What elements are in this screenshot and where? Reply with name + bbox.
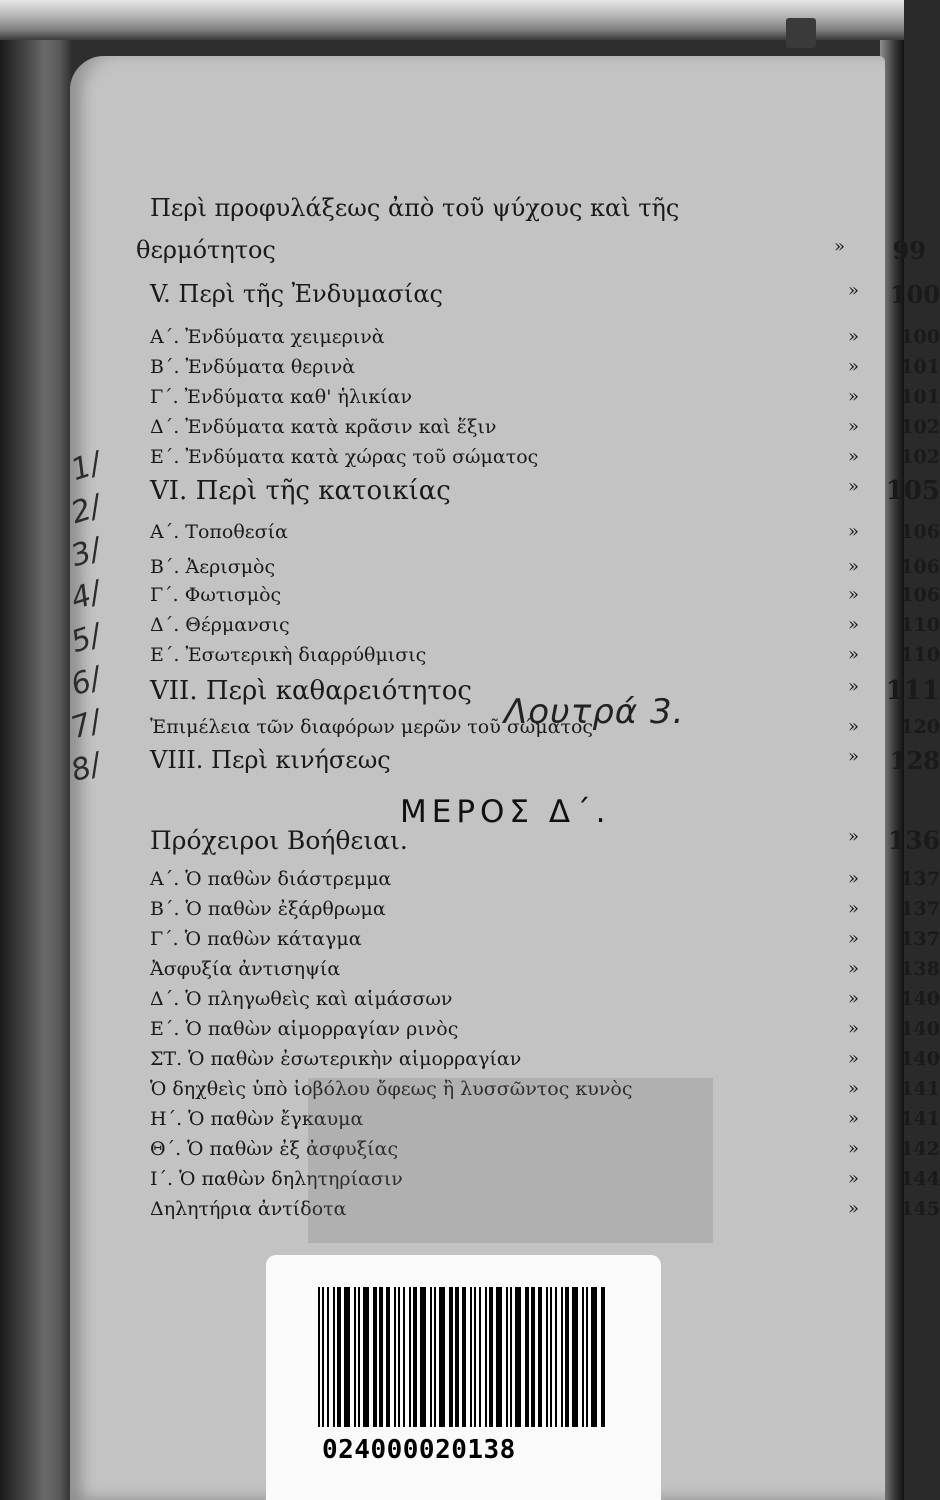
toc-entry-marker: » xyxy=(848,356,860,377)
toc-entry-marker: » xyxy=(848,326,860,347)
toc-entry-page: 137 xyxy=(900,868,940,890)
barcode-bar xyxy=(489,1287,493,1427)
toc-entry-marker: » xyxy=(848,386,860,407)
barcode-bar xyxy=(510,1287,512,1427)
toc-entry-page: 120 xyxy=(900,716,940,738)
toc-entry-marker: » xyxy=(834,236,846,257)
barcode-bar xyxy=(550,1287,552,1427)
barcode-bar xyxy=(591,1287,597,1427)
toc-entry-page: 99 xyxy=(892,236,926,265)
toc-entry-marker: » xyxy=(848,716,860,737)
barcode-bar xyxy=(538,1287,542,1427)
toc-entry-page: 106 xyxy=(900,556,940,578)
toc-entry-page: 128 xyxy=(889,746,940,775)
toc-entry-title: Ὁ δηχθεὶς ὑπὸ ἰοβόλου ὄφεως ἢ λυσσῶντος κυνὸς xyxy=(150,1078,633,1100)
toc-entry-title: θερμότητος xyxy=(136,236,276,264)
toc-entry xyxy=(150,898,940,925)
toc-entry-page: 100 xyxy=(889,280,940,309)
barcode-bar xyxy=(496,1287,502,1427)
toc-entry-title: Δ΄. Θέρμανσις xyxy=(150,614,290,636)
barcode-bar xyxy=(409,1287,411,1427)
toc-entry-title: Α΄. Τοποθεσία xyxy=(150,521,288,543)
toc-entry xyxy=(150,584,940,611)
barcode-bar xyxy=(449,1287,453,1427)
barcode-bar xyxy=(333,1287,335,1427)
toc-entry xyxy=(150,476,940,510)
toc-entry xyxy=(136,236,926,268)
barcode-bar xyxy=(318,1287,320,1427)
barcode-bar xyxy=(354,1287,356,1427)
barcode-bar xyxy=(430,1287,432,1427)
toc-entry xyxy=(150,746,940,778)
toc-entry-page: 100 xyxy=(900,326,940,348)
toc-entry xyxy=(150,416,940,443)
toc-entry xyxy=(150,446,940,473)
toc-entry-page: 145 xyxy=(900,1198,940,1220)
barcode-bar xyxy=(555,1287,557,1427)
toc-entry-page: 102 xyxy=(900,416,940,438)
toc-entry-title: Δηλητήρια ἀντίδοτα xyxy=(150,1198,347,1220)
toc-entry-title: Ε΄. Ὁ παθὼν αἱμορραγίαν ρινὸς xyxy=(150,1018,459,1040)
toc-entry-title: Α΄. Ἐνδύματα χειμερινὰ xyxy=(150,326,385,348)
toc-entry-marker: » xyxy=(848,1138,860,1159)
toc-entry xyxy=(150,988,940,1015)
toc-entry-title: Δ΄. Ὁ πληγωθεὶς καὶ αἱμάσσων xyxy=(150,988,453,1010)
toc-entry-page: 137 xyxy=(900,928,940,950)
toc-entry-page: 144 xyxy=(900,1168,940,1190)
toc-entry-page: 142 xyxy=(900,1138,940,1160)
toc-entry xyxy=(150,826,940,859)
toc-entry-marker: » xyxy=(848,614,860,635)
barcode-bar xyxy=(344,1287,350,1427)
scribble-mark: 1/ xyxy=(66,445,106,489)
toc-entry-title: Ι΄. Ὁ παθὼν δηλητηρίασιν xyxy=(150,1168,403,1190)
scribble-mark: 7/ xyxy=(66,703,106,747)
barcode-bar xyxy=(439,1287,445,1427)
toc-entry-marker: » xyxy=(848,1018,860,1039)
toc-entry-title: Β΄. Ἐνδύματα θερινὰ xyxy=(150,356,356,378)
toc-entry-marker: » xyxy=(848,416,860,437)
barcode-bar xyxy=(485,1287,487,1427)
toc-entry xyxy=(150,521,940,548)
barcode-bar xyxy=(470,1287,472,1427)
toc-entry-marker: » xyxy=(848,446,860,467)
toc-entry-page: 140 xyxy=(900,988,940,1010)
toc-entry xyxy=(150,928,940,955)
toc-entry xyxy=(150,614,940,641)
barcode-bar xyxy=(337,1287,341,1427)
barcode-bar xyxy=(515,1287,521,1427)
toc-entry-marker: » xyxy=(848,676,860,697)
toc-entry-marker: » xyxy=(848,644,860,665)
toc-entry-page: 141 xyxy=(900,1108,940,1130)
toc-entry-marker: » xyxy=(848,556,860,577)
toc-entry-marker: » xyxy=(848,868,860,889)
toc-entry-page: 105 xyxy=(885,476,940,506)
barcode-bar xyxy=(398,1287,400,1427)
toc-entry-marker: » xyxy=(848,988,860,1009)
toc-entry-marker: » xyxy=(848,1168,860,1189)
toc-entry-page: 141 xyxy=(900,1078,940,1100)
toc-entry-marker: » xyxy=(848,280,860,301)
barcode-bar xyxy=(363,1287,369,1427)
toc-entry-marker: » xyxy=(848,826,860,847)
toc-entry-title: Ἐπιμέλεια τῶν διαφόρων μερῶν τοῦ σώματος xyxy=(150,716,594,738)
barcode-bar xyxy=(546,1287,548,1427)
toc-entry-marker: » xyxy=(848,898,860,919)
toc-entry-page: 140 xyxy=(900,1048,940,1070)
toc-entry-title: ΣΤ. Ὁ παθὼν ἐσωτερικὴν αἱμορραγίαν xyxy=(150,1048,522,1070)
scribble-mark: 4/ xyxy=(66,574,106,618)
barcode-bar xyxy=(531,1287,535,1427)
section-heading: ΜΕΡΟΣ Δ΄. xyxy=(400,794,611,830)
toc-entry xyxy=(150,1018,940,1045)
toc-entry-marker: » xyxy=(848,521,860,542)
barcode-bar xyxy=(420,1287,426,1427)
toc-entry-page: 106 xyxy=(900,584,940,606)
handwritten-note: Λουτρά 3. xyxy=(504,692,685,732)
barcode-label xyxy=(266,1255,661,1500)
scribble-mark: 2/ xyxy=(66,488,106,532)
barcode-bar xyxy=(434,1287,436,1427)
barcode-bar xyxy=(586,1287,588,1427)
toc-entry-title: Περὶ προφυλάξεως ἀπὸ τοῦ ψύχους καὶ τῆς xyxy=(150,194,680,222)
toc-entry-marker: » xyxy=(848,476,860,497)
toc-entry-marker: » xyxy=(848,1048,860,1069)
toc-entry-title: Β΄. Ἀερισμὸς xyxy=(150,556,276,578)
library-stamp-shade xyxy=(308,1078,713,1243)
toc-entry xyxy=(150,556,940,583)
toc-entry xyxy=(150,386,940,413)
scribble-mark: 8/ xyxy=(66,746,106,790)
toc-entry-marker: » xyxy=(848,928,860,949)
toc-entry-title: V. Περὶ τῆς Ἐνδυμασίας xyxy=(150,280,443,308)
toc-entry xyxy=(150,644,940,671)
toc-entry xyxy=(150,356,940,383)
barcode-bar xyxy=(561,1287,563,1427)
toc-entry-marker: » xyxy=(848,1198,860,1219)
barcode-bar xyxy=(394,1287,396,1427)
scribble-mark: 3/ xyxy=(66,531,106,575)
toc-entry-marker: » xyxy=(848,584,860,605)
toc-entry-marker: » xyxy=(848,1108,860,1129)
toc-entry-page: 136 xyxy=(887,826,940,855)
barcode-bar xyxy=(462,1287,466,1427)
toc-entry-title: VIII. Περὶ κινήσεως xyxy=(150,746,391,774)
toc-entry xyxy=(150,280,940,312)
toc-entry-title: Η΄. Ὁ παθὼν ἔγκαυμα xyxy=(150,1108,364,1130)
toc-entry xyxy=(150,868,940,895)
toc-entry xyxy=(150,1048,940,1075)
toc-entry-title: Β΄. Ὁ παθὼν ἐξάρθρωμα xyxy=(150,898,386,920)
toc-entry-title: Πρόχειροι Βοήθειαι. xyxy=(150,826,408,855)
barcode-bar xyxy=(379,1287,383,1427)
barcode-number: 024000020138 xyxy=(322,1435,516,1465)
toc-entry-title: Α΄. Ὁ παθὼν διάστρεμμα xyxy=(150,868,392,890)
toc-entry-title: Θ΄. Ὁ παθὼν ἐξ ἀσφυξίας xyxy=(150,1138,399,1160)
toc-entry-page: 110 xyxy=(900,644,940,666)
toc-entry-title: Ε΄. Ἐσωτερικὴ διαρρύθμισις xyxy=(150,644,427,666)
toc-entry-page: 106 xyxy=(900,521,940,543)
toc-entry-page: 140 xyxy=(900,1018,940,1040)
scribble-mark: 5/ xyxy=(66,617,106,661)
barcode-bar xyxy=(601,1287,605,1427)
barcode-bar xyxy=(565,1287,569,1427)
toc-entry-marker: » xyxy=(848,746,860,767)
toc-entry-page: 101 xyxy=(900,356,940,378)
toc-entry xyxy=(150,194,940,226)
barcode-bar xyxy=(474,1287,476,1427)
toc-entry-marker: » xyxy=(848,958,860,979)
barcode-bar xyxy=(455,1287,459,1427)
page-top-edge xyxy=(0,0,904,40)
barcode-bars xyxy=(316,1287,611,1427)
barcode-bar xyxy=(373,1287,377,1427)
toc-entry-page: 102 xyxy=(900,446,940,468)
barcode-bar xyxy=(582,1287,584,1427)
barcode-bar xyxy=(525,1287,529,1427)
scribble-mark: 6/ xyxy=(66,660,106,704)
barcode-bar xyxy=(322,1287,324,1427)
toc-entry xyxy=(150,326,940,353)
barcode-bar xyxy=(403,1287,405,1427)
toc-entry-title: Γ΄. Ἐνδύματα καθ' ἡλικίαν xyxy=(150,386,413,408)
toc-entry-marker: » xyxy=(848,1078,860,1099)
toc-entry-title: Ε΄. Ἐνδύματα κατὰ χώρας τοῦ σώματος xyxy=(150,446,539,468)
barcode-bar xyxy=(358,1287,360,1427)
barcode-bar xyxy=(413,1287,417,1427)
toc-entry-title: VII. Περὶ καθαρειότητος xyxy=(150,676,472,706)
barcode-bar xyxy=(386,1287,390,1427)
toc-entry-title: Γ΄. Φωτισμὸς xyxy=(150,584,282,606)
toc-entry-title: Ἀσφυξία ἀντισηψία xyxy=(150,958,341,980)
toc-entry-page: 111 xyxy=(885,676,940,706)
toc-entry-title: Δ΄. Ἐνδύματα κατὰ κρᾶσιν καὶ ἕξιν xyxy=(150,416,497,438)
toc-entry-page: 138 xyxy=(900,958,940,980)
binding-tab xyxy=(786,18,816,48)
toc-entry-page: 137 xyxy=(900,898,940,920)
toc-entry-page: 110 xyxy=(900,614,940,636)
toc-entry-title: VI. Περὶ τῆς κατοικίας xyxy=(150,476,451,506)
barcode-bar xyxy=(479,1287,481,1427)
toc-entry xyxy=(150,958,940,985)
toc-entry-title: Γ΄. Ὁ παθὼν κάταγμα xyxy=(150,928,362,950)
barcode-bar xyxy=(327,1287,329,1427)
barcode-bar xyxy=(572,1287,578,1427)
barcode-bar xyxy=(506,1287,508,1427)
toc-entry-page: 101 xyxy=(900,386,940,408)
